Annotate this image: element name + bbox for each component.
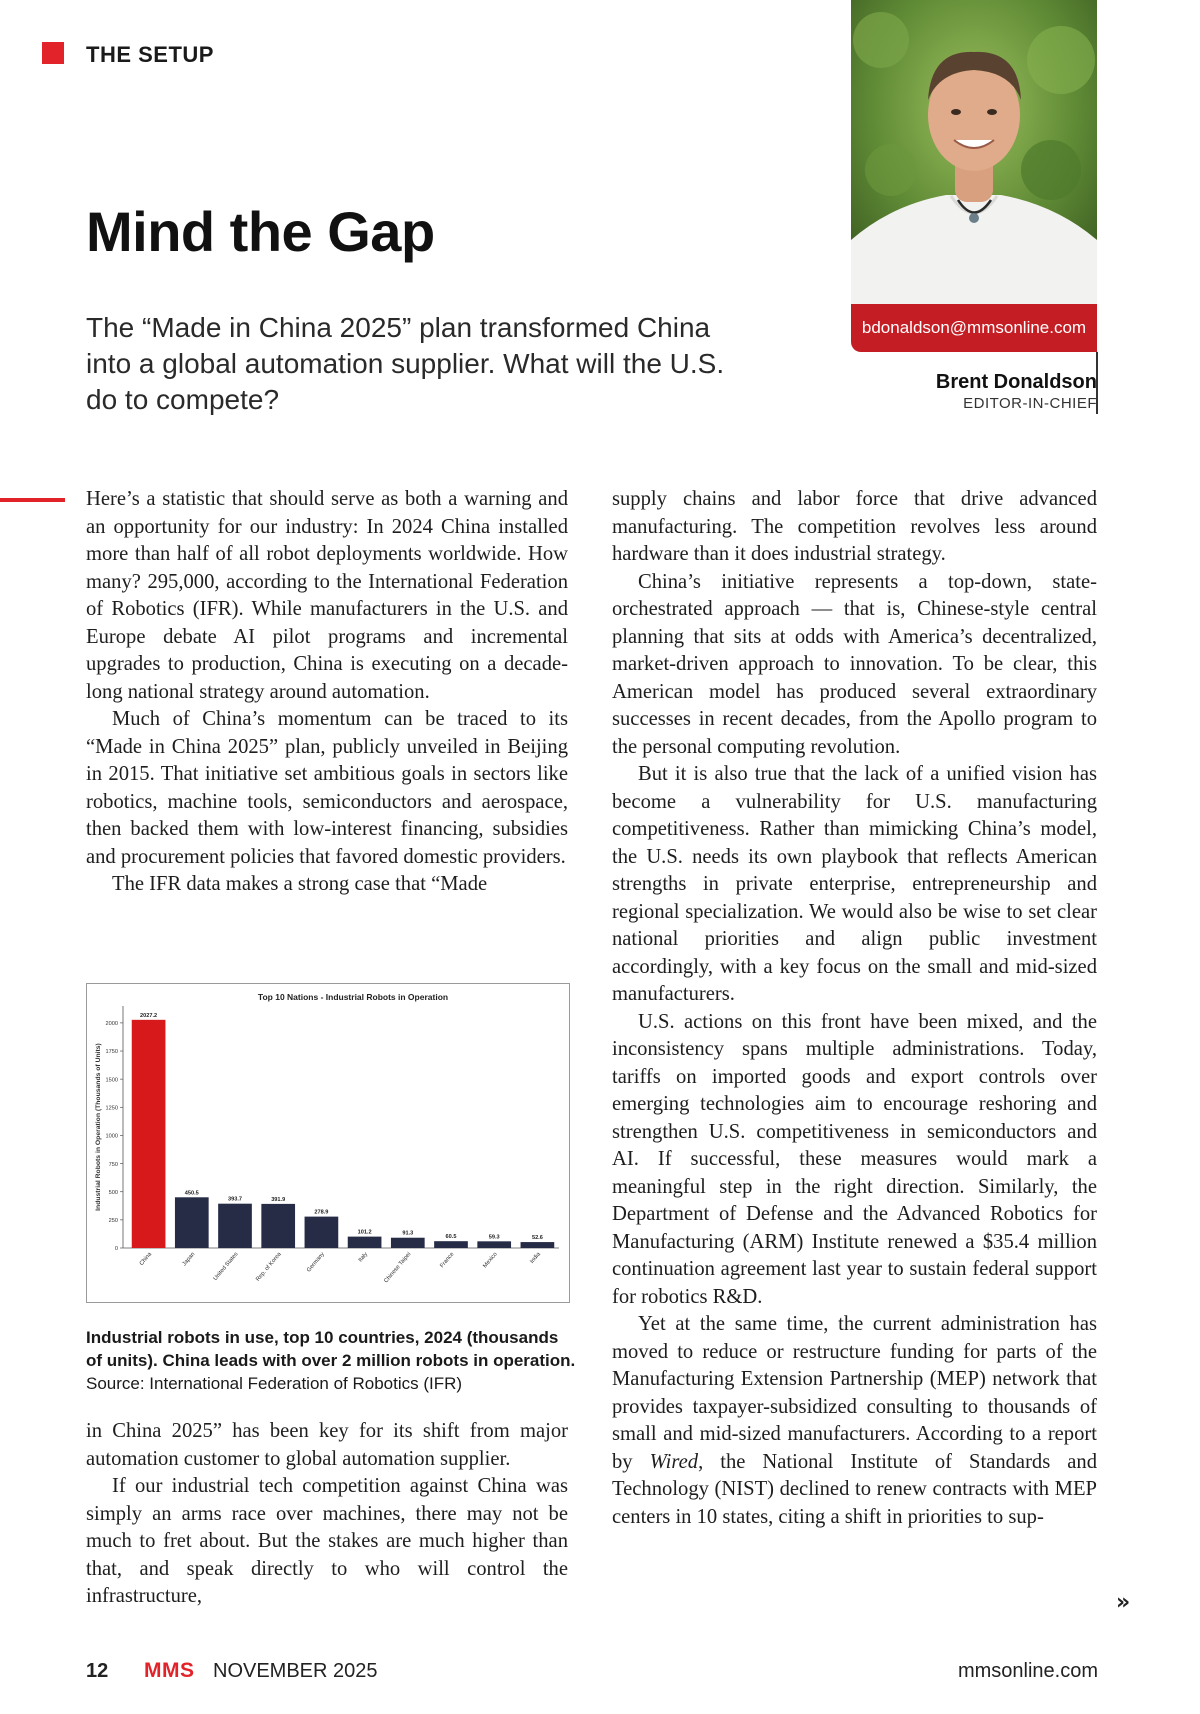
y-tick-label: 2000 (105, 1021, 118, 1028)
bar-united-states (218, 1204, 252, 1248)
x-tick-label: France (439, 1251, 456, 1270)
caption-text: Industrial robots in use, top 10 countries, 2024 (thousands of units). China leads with over 2 million robots in operation. (86, 1328, 576, 1370)
body-column-left-bottom (86, 1418, 568, 1611)
author-name: Brent Donaldson (935, 371, 1097, 393)
publication-name: Wired (649, 1450, 699, 1473)
body-paragraph: Here’s a statistic that should serve as both a warning and an opportunity for our industry: In 2024 China installed more than half of all robot deployments worldwide. How many? 295,000, according to the International Federation of Robotics (IFR). While manufacturers in the U.S. and Europe debate AI pilot programs and incremental upgrades to production, China is executing on a decade-long national strategy around automation. (86, 488, 568, 703)
bar-italy (348, 1237, 382, 1248)
figure-caption (86, 1326, 576, 1395)
body-paragraph: The IFR data makes a strong case that “Made (112, 873, 488, 895)
data-label: 101.2 (357, 1229, 372, 1236)
bar-chart-svg (87, 984, 569, 1302)
bar-rep-of-korea (261, 1204, 295, 1248)
y-tick-label: 750 (108, 1161, 118, 1168)
section-label: THE SETUP (86, 42, 214, 67)
data-label: 59.3 (488, 1234, 500, 1241)
bar-germany (305, 1217, 339, 1248)
x-tick-label: Chinese Taipei (383, 1251, 413, 1285)
x-tick-label: Italy (357, 1251, 370, 1264)
body-paragraph: U.S. actions on this front have been mixed, and the inconsistency spans multiple administrations. Today, tariffs on imported goods and export controls over emerging technologies aim to encourage reshoring and strengthen U.S. competitiveness in semiconductors and AI. If successful, these measures would mark a meaningful step in the right direction. Similarly, the Department of Defense and the Advanced Robotics for Manufacturing (ARM) Institute renewed a $35.4 million continuation agreement last year to sustain federal support for robotics R&D. (612, 1010, 1097, 1308)
bar-chart (86, 983, 570, 1303)
author-title: EDITOR-IN-CHIEF (963, 395, 1097, 412)
body-text: , the National Institute of Standards and Technology (NIST) declined to renew contracts with MEP centers in 10 states, citing a shift in priorities to sup- (612, 1450, 1097, 1528)
bar-japan (175, 1197, 209, 1248)
x-tick-label: United States (212, 1251, 240, 1282)
headline: Mind the Gap (86, 200, 435, 263)
data-label: 52.6 (531, 1235, 543, 1242)
y-axis-label: Industrial Robots in Operation (Thousands of Units) (95, 1043, 102, 1211)
x-tick-label: Japan (181, 1251, 197, 1268)
x-tick-label: India (529, 1251, 542, 1265)
bar-france (434, 1241, 468, 1248)
bar-chinese-taipei (391, 1238, 425, 1248)
magazine-name: MMS (144, 1659, 195, 1682)
data-label: 278.9 (314, 1209, 329, 1216)
y-tick-label: 1000 (105, 1133, 118, 1140)
body-paragraph: supply chains and labor force that drive advanced manufacturing. The competition revolves less around hardware than it does industrial strategy. (612, 488, 1097, 565)
bar-china (132, 1020, 166, 1248)
data-label: 60.5 (445, 1234, 457, 1241)
body-paragraph: Much of China’s momentum can be traced to its “Made in China 2025” plan, publicly unveiled in Beijing in 2015. That initiative set ambitious goals in sectors like robotics, machine tools, semiconductors and aerospace, then backed them with low-interest financing, subsidies and procurement policies that favored domestic providers. (86, 708, 568, 868)
body-column-left-top (86, 486, 568, 899)
author-photo-illustration (851, 0, 1097, 305)
y-tick-label: 250 (108, 1218, 118, 1225)
data-label: 393.7 (228, 1196, 242, 1203)
data-label: 391.9 (271, 1196, 286, 1203)
x-tick-label: Germany (306, 1251, 326, 1274)
y-tick-label: 1500 (105, 1077, 118, 1084)
author-photo (851, 0, 1097, 305)
chart-title: Top 10 Nations - Industrial Robots in Operation (257, 992, 449, 1002)
section-marker (42, 42, 64, 64)
data-label: 2027.2 (140, 1012, 158, 1019)
data-label: 450.5 (184, 1190, 199, 1197)
body-paragraph: in China 2025” has been key for its shift from major automation customer to global automation supplier. (86, 1420, 568, 1470)
body-paragraph (612, 1311, 1097, 1531)
y-tick-label: 1750 (105, 1049, 118, 1056)
y-tick-label: 0 (114, 1246, 118, 1253)
body-column-right (612, 486, 1097, 1531)
x-tick-label: Mexico (482, 1251, 499, 1270)
y-tick-label: 1250 (105, 1105, 118, 1112)
body-paragraph: If our industrial tech competition against China was simply an arms race over machines, there may not be much to fret about. But the stakes are much higher than that, and speak directly to who will control the infrastructure, (86, 1475, 568, 1607)
body-start-rule (0, 498, 65, 502)
y-tick-label: 500 (108, 1189, 118, 1196)
bar-india (521, 1242, 555, 1248)
body-paragraph: But it is also true that the lack of a unified vision has become a vulnerability for U.S. manufacturing competitiveness. Rather than mimicking China’s model, the U.S. needs its own playbook that reflects American strengths in private enterprise, entrepreneurship and regional specialization. We would also be wise to set clear national priorities and align public investment accordingly, with a key focus on the small and mid-sized manufacturers. (612, 763, 1097, 1005)
x-tick-label: China (138, 1251, 154, 1267)
site-url-link[interactable]: mmsonline.com (957, 1660, 1098, 1682)
x-tick-label: Rep. of Korea (255, 1251, 283, 1283)
page-footer (86, 1656, 1098, 1686)
page-number: 12 (86, 1660, 109, 1682)
deck-subtitle: The “Made in China 2025” plan transformed China into a global automation supplier. What will the U.S. do to compete? (86, 312, 725, 415)
author-email-link[interactable]: bdonaldson@mmsonline.com (851, 304, 1097, 352)
caption-source: Source: International Federation of Robotics (IFR) (86, 1374, 463, 1393)
data-label: 91.3 (402, 1230, 414, 1237)
bar-mexico (477, 1241, 511, 1248)
byline (936, 370, 1097, 414)
body-text: Yet at the same time, the current administration has moved to reduce or restructure funding for parts of the Manufacturing Extension Partnership (MEP) network that provides taxpayer-subsidized consulting to thousands of small and mid-sized manufacturers. According to a report by (612, 1313, 1097, 1473)
body-paragraph: China’s initiative represents a top-down, state-orchestrated approach — that is, Chinese-style central planning that sits at odds with America’s decentralized, market-driven approach to innovation. To be clear, this American model has produced several extraordinary successes in recent decades, from the Apollo program to the personal computing revolution. (612, 570, 1097, 758)
continued-arrow-icon: » (1116, 1590, 1131, 1615)
issue-date: NOVEMBER 2025 (213, 1660, 378, 1682)
